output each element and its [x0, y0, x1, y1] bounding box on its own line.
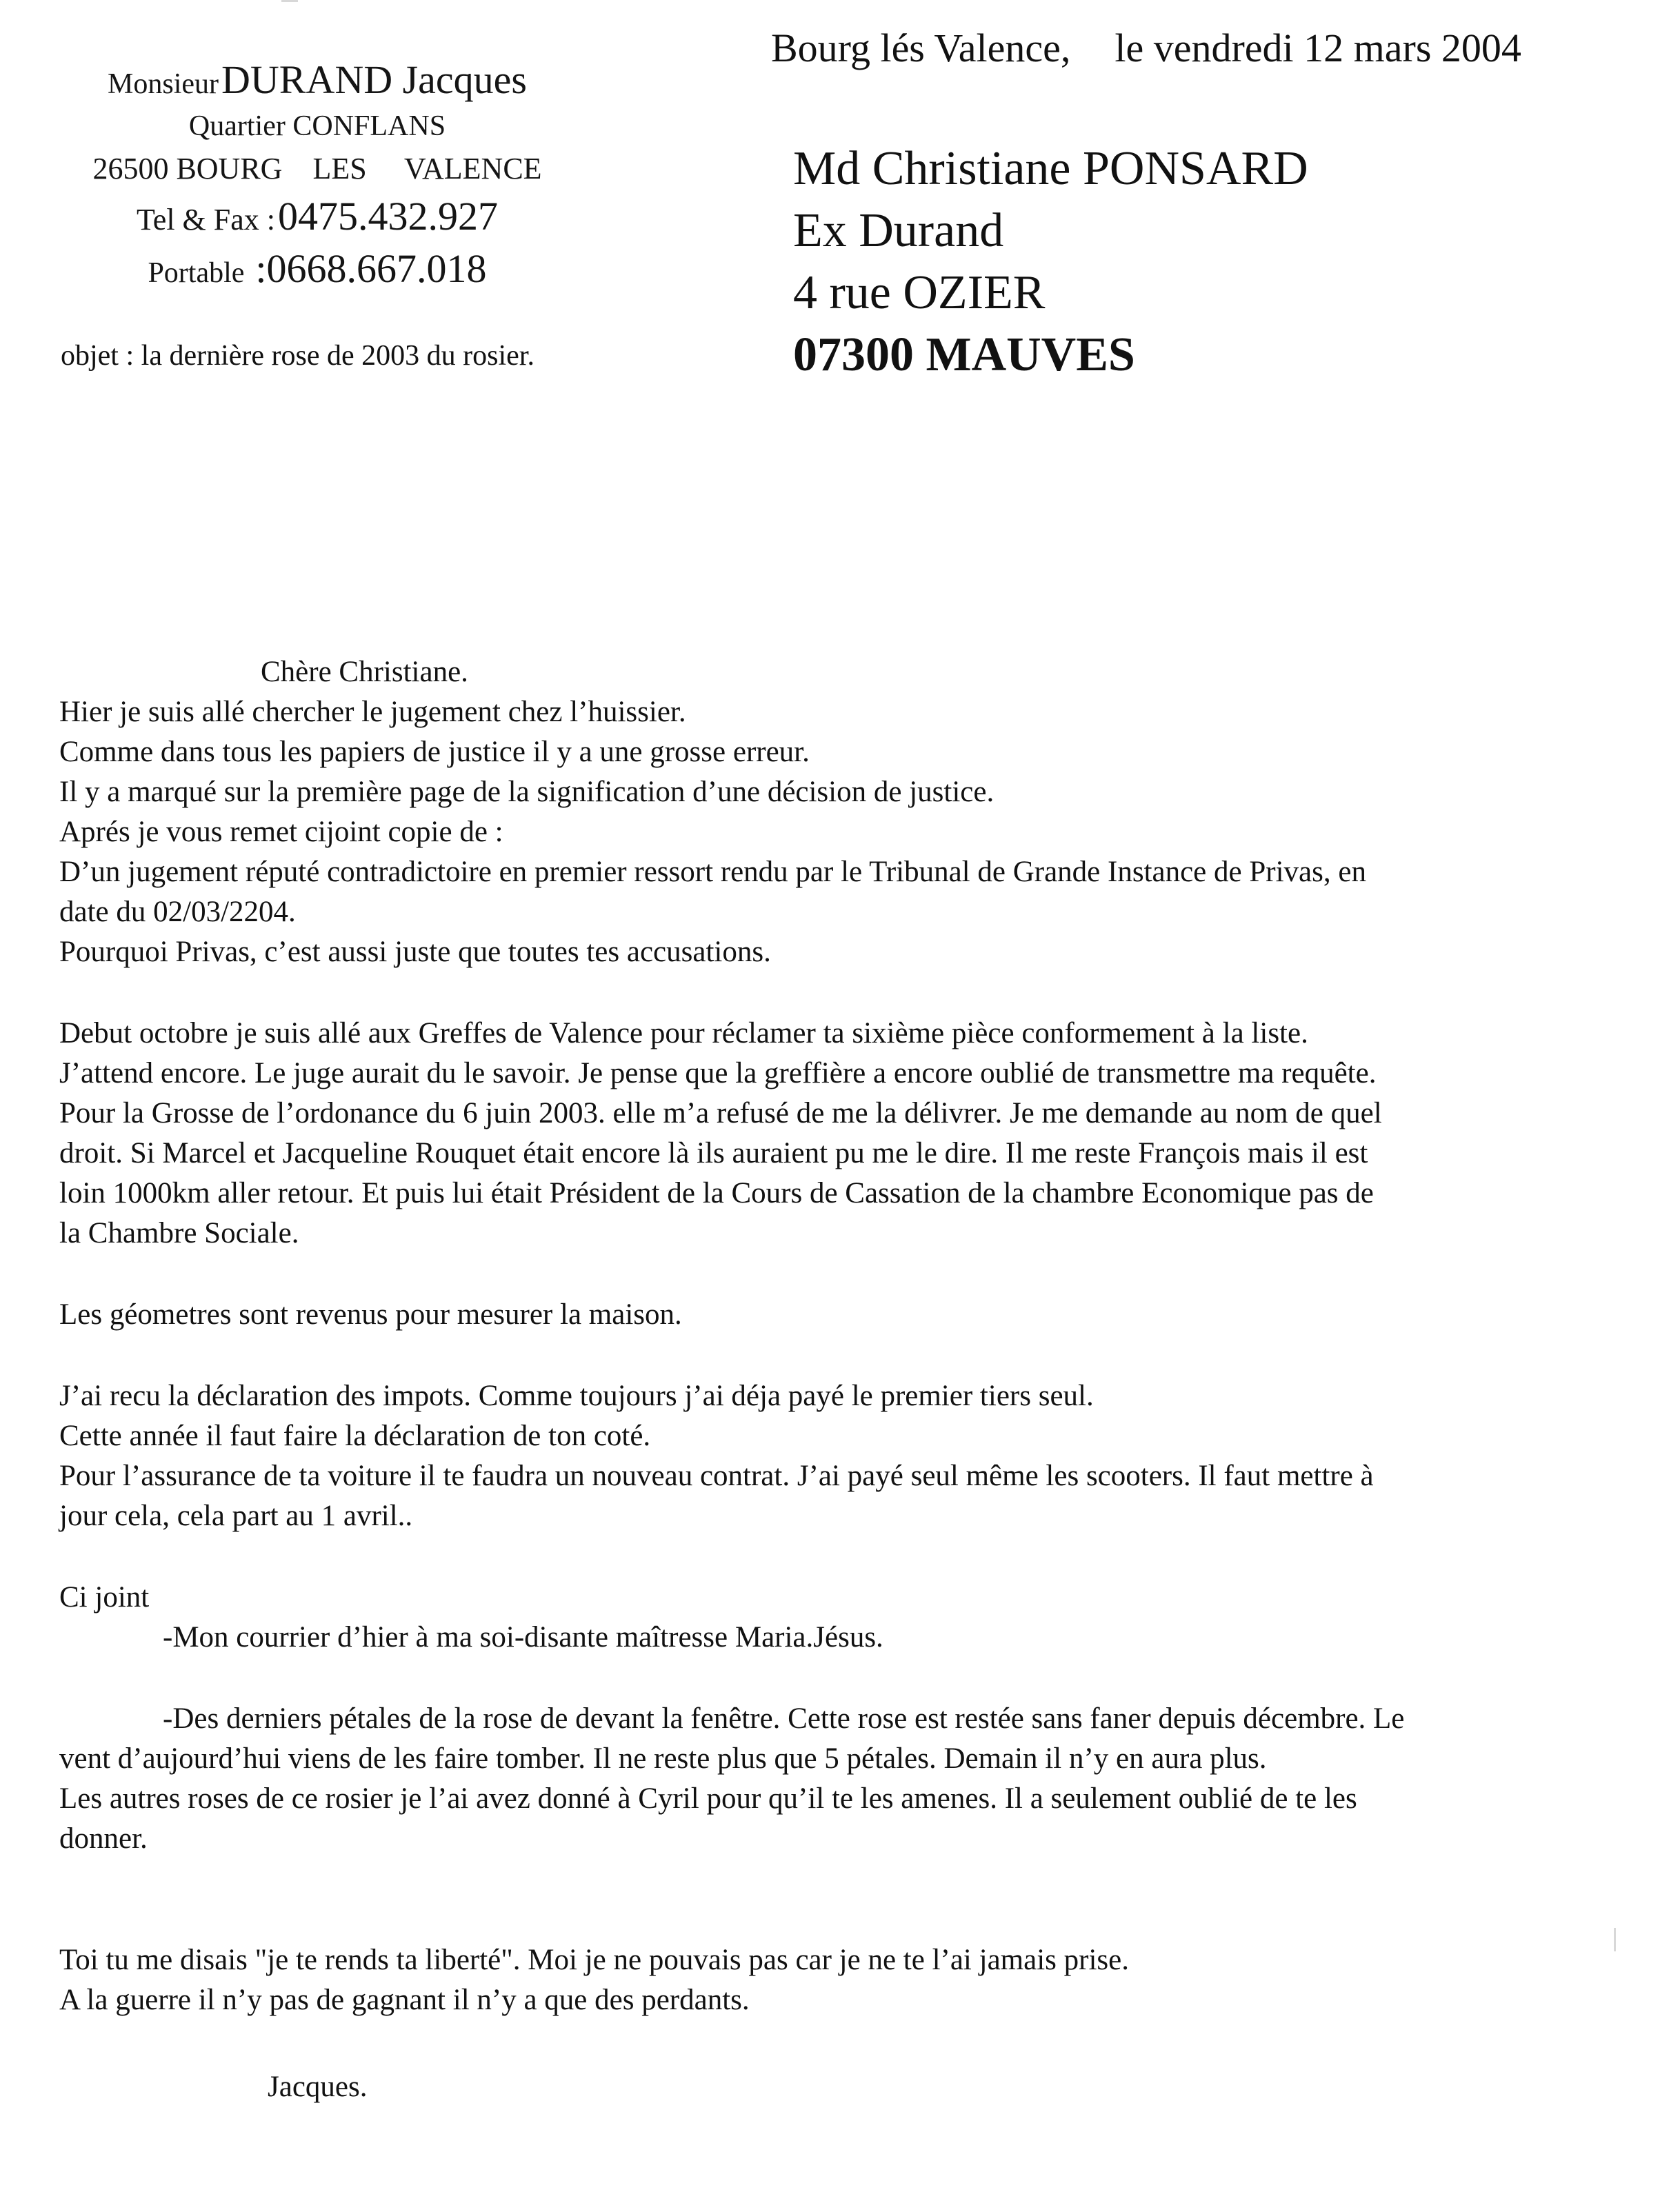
recipient-name: Md Christiane PONSARD — [793, 142, 1308, 195]
body-line: Pour l’assurance de ta voiture il te faudra un nouveau contrat. J’ai payé seul même les scooters. Il faut mettre à — [59, 1460, 1374, 1492]
sender-mobile-line — [41, 243, 593, 295]
sender-postcode: 26500 — [92, 152, 169, 185]
salutation: Chère Christiane. — [261, 656, 468, 688]
subject-line: objet : la dernière rose de 2003 du rosier. — [61, 340, 534, 372]
body-line: Comme dans tous les papiers de justice il y a une grosse erreur. — [59, 736, 810, 768]
body-line: J’attend encore. Le juge aurait du le savoir. Je pense que la greffière a encore oublié de transmettre ma requête. — [59, 1057, 1377, 1089]
sender-city-les: LES — [312, 152, 367, 185]
scan-mark-top — [281, 0, 298, 2]
recipient-block — [793, 138, 1308, 386]
body-line: Les autres roses de ce rosier je l’ai avez donné à Cyril pour qu’il te les amenes. Il a seulement oublié de te les — [59, 1782, 1357, 1815]
body-line: la Chambre Sociale. — [59, 1217, 299, 1249]
body-line: donner. — [59, 1822, 148, 1855]
body-line: Aprés je vous remet cijoint copie de : — [59, 816, 503, 848]
sender-phone-label: Tel & Fax : — [136, 203, 275, 237]
body-line: Cette année il faut faire la déclaration de ton coté. — [59, 1420, 651, 1452]
sender-name-prefix: Monsieur — [108, 68, 219, 100]
body-line: jour cela, cela part au 1 avril.. — [59, 1500, 413, 1532]
closing-line: Toi tu me disais "je te rends ta liberté". Moi je ne pouvais pas car je ne te l’ai jamais prise. — [59, 1944, 1129, 1976]
body-line: D’un jugement réputé contradictoire en premier ressort rendu par le Tribunal de Grande Instance de Privas, en — [59, 856, 1366, 888]
sender-block — [41, 55, 593, 295]
body-line: J’ai recu la déclaration des impots. Comme toujours j’ai déja payé le premier tiers seul. — [59, 1380, 1094, 1412]
body-line: Pour la Grosse de l’ordonance du 6 juin 2003. elle m’a refusé de me la délivrer. Je me demande au nom de quel — [59, 1097, 1382, 1129]
body-line: Pourquoi Privas, c’est aussi juste que toutes tes accusations. — [59, 936, 771, 968]
enclosure-item: -Mon courrier d’hier à ma soi-disante maîtresse Maria.Jésus. — [163, 1621, 883, 1653]
sender-mobile: 0668.667.018 — [266, 246, 487, 291]
recipient-former-name: Ex Durand — [793, 204, 1004, 257]
body-line: date du 02/03/2204. — [59, 896, 296, 928]
signature: Jacques. — [268, 2071, 368, 2103]
sender-name: DURAND Jacques — [221, 57, 527, 102]
body-line: Il y a marqué sur la première page de la signification d’une décision de justice. — [59, 776, 995, 808]
sender-district: Quartier CONFLANS — [188, 110, 446, 142]
sender-mobile-sep: : — [255, 246, 267, 291]
place-date-line — [771, 25, 1521, 71]
recipient-city: 07300 MAUVES — [793, 328, 1135, 381]
sender-city: BOURG — [176, 152, 283, 185]
sender-city-valence: VALENCE — [403, 152, 542, 185]
sender-phone-line — [41, 190, 593, 243]
enclosed-label: Ci joint — [59, 1581, 150, 1613]
letter-place: Bourg lés Valence, — [771, 26, 1071, 70]
recipient-street: 4 rue OZIER — [793, 266, 1046, 319]
scan-mark-right — [1614, 1928, 1616, 1951]
closing-line: A la guerre il n’y pas de gagnant il n’y a que des perdants. — [59, 1984, 750, 2016]
body-line: droit. Si Marcel et Jacqueline Rouquet était encore là ils auraient pu me le dire. Il me reste François mais il est — [59, 1137, 1368, 1169]
enclosure-item: -Des derniers pétales de la rose de devant la fenêtre. Cette rose est restée sans faner depuis décembre. Le — [163, 1702, 1405, 1735]
body-line: Hier je suis allé chercher le jugement chez l’huissier. — [59, 696, 686, 728]
letter-date: le vendredi 12 mars 2004 — [1115, 26, 1521, 70]
body-line: vent d’aujourd’hui viens de les faire tomber. Il ne reste plus que 5 pétales. Demain il n’y en aura plus. — [59, 1742, 1267, 1775]
body-line: Les géometres sont revenus pour mesurer la maison. — [59, 1298, 682, 1331]
sender-city-line — [41, 148, 593, 190]
sender-mobile-label: Portable — [148, 257, 245, 289]
body-line: Debut octobre je suis allé aux Greffes de Valence pour réclamer ta sixième pièce conformement à la liste. — [59, 1017, 1308, 1049]
sender-phone: 0475.432.927 — [278, 194, 498, 239]
body-line: loin 1000km aller retour. Et puis lui était Président de la Cours de Cassation de la chambre Economique pas de — [59, 1177, 1374, 1209]
